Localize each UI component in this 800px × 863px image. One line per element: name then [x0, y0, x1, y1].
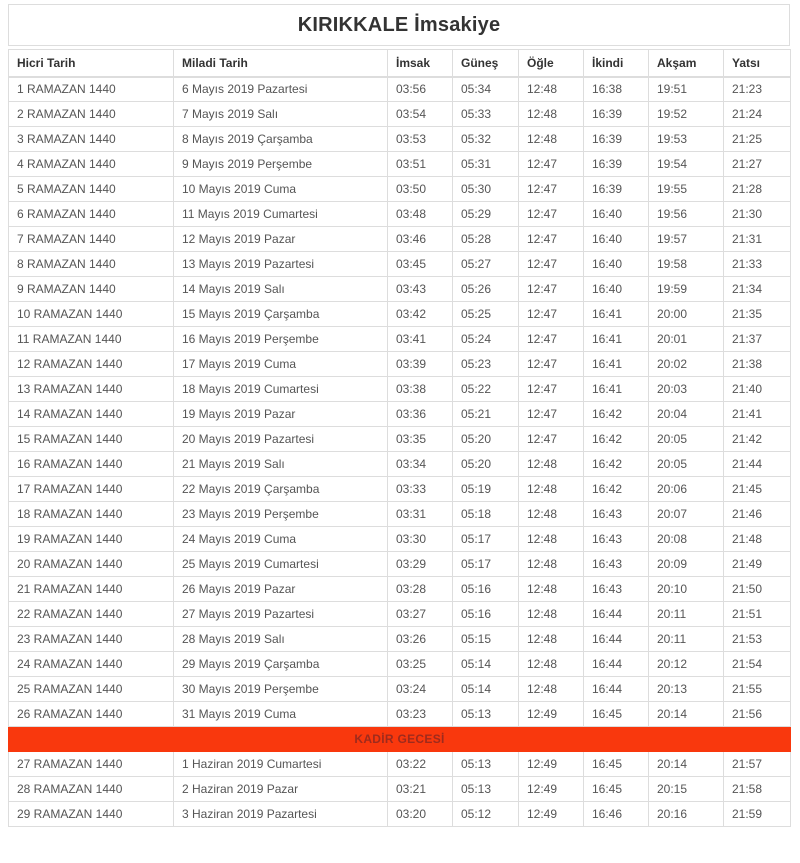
table-row [9, 577, 791, 602]
imsak-cell: 03:39 [388, 352, 453, 377]
ogle-cell: 12:49 [519, 777, 584, 802]
gunes-cell: 05:29 [453, 202, 519, 227]
col-header-gunes: Güneş [453, 50, 519, 77]
ikindi-cell: 16:42 [584, 402, 649, 427]
miladi-tarih-cell: 9 Mayıs 2019 Perşembe [174, 152, 388, 177]
table-row [9, 477, 791, 502]
header-row [9, 50, 791, 77]
hicri-tarih-cell: 27 RAMAZAN 1440 [9, 752, 174, 777]
imsak-cell: 03:51 [388, 152, 453, 177]
table-row [9, 352, 791, 377]
ikindi-cell: 16:42 [584, 427, 649, 452]
table-row [9, 702, 791, 727]
ogle-cell: 12:47 [519, 427, 584, 452]
yatsi-cell: 21:56 [724, 702, 791, 727]
gunes-cell: 05:14 [453, 652, 519, 677]
ikindi-cell: 16:43 [584, 527, 649, 552]
table-row [9, 102, 791, 127]
miladi-tarih-cell: 10 Mayıs 2019 Cuma [174, 177, 388, 202]
ogle-cell: 12:48 [519, 577, 584, 602]
yatsi-cell: 21:40 [724, 377, 791, 402]
hicri-tarih-cell: 17 RAMAZAN 1440 [9, 477, 174, 502]
ikindi-cell: 16:41 [584, 377, 649, 402]
gunes-cell: 05:22 [453, 377, 519, 402]
aksam-cell: 20:14 [649, 752, 724, 777]
table-row [9, 652, 791, 677]
ikindi-cell: 16:41 [584, 352, 649, 377]
imsak-cell: 03:54 [388, 102, 453, 127]
yatsi-cell: 21:27 [724, 152, 791, 177]
aksam-cell: 20:00 [649, 302, 724, 327]
hicri-tarih-cell: 6 RAMAZAN 1440 [9, 202, 174, 227]
hicri-tarih-cell: 9 RAMAZAN 1440 [9, 277, 174, 302]
imsak-cell: 03:56 [388, 77, 453, 102]
imsak-cell: 03:38 [388, 377, 453, 402]
aksam-cell: 20:14 [649, 702, 724, 727]
aksam-cell: 20:04 [649, 402, 724, 427]
hicri-tarih-cell: 19 RAMAZAN 1440 [9, 527, 174, 552]
table-row [9, 452, 791, 477]
ogle-cell: 12:47 [519, 277, 584, 302]
hicri-tarih-cell: 3 RAMAZAN 1440 [9, 127, 174, 152]
miladi-tarih-cell: 8 Mayıs 2019 Çarşamba [174, 127, 388, 152]
yatsi-cell: 21:49 [724, 552, 791, 577]
yatsi-cell: 21:57 [724, 752, 791, 777]
imsak-cell: 03:23 [388, 702, 453, 727]
aksam-cell: 19:57 [649, 227, 724, 252]
miladi-tarih-cell: 2 Haziran 2019 Pazar [174, 777, 388, 802]
gunes-cell: 05:30 [453, 177, 519, 202]
gunes-cell: 05:19 [453, 477, 519, 502]
gunes-cell: 05:33 [453, 102, 519, 127]
imsak-cell: 03:42 [388, 302, 453, 327]
gunes-cell: 05:13 [453, 777, 519, 802]
ikindi-cell: 16:40 [584, 252, 649, 277]
hicri-tarih-cell: 16 RAMAZAN 1440 [9, 452, 174, 477]
aksam-cell: 19:54 [649, 152, 724, 177]
table-row [9, 202, 791, 227]
table-row [9, 552, 791, 577]
hicri-tarih-cell: 15 RAMAZAN 1440 [9, 427, 174, 452]
yatsi-cell: 21:50 [724, 577, 791, 602]
yatsi-cell: 21:33 [724, 252, 791, 277]
miladi-tarih-cell: 12 Mayıs 2019 Pazar [174, 227, 388, 252]
aksam-cell: 20:16 [649, 802, 724, 827]
yatsi-cell: 21:59 [724, 802, 791, 827]
col-header-aksam: Akşam [649, 50, 724, 77]
ogle-cell: 12:47 [519, 327, 584, 352]
ogle-cell: 12:49 [519, 752, 584, 777]
aksam-cell: 20:13 [649, 677, 724, 702]
gunes-cell: 05:34 [453, 77, 519, 102]
table-row [9, 752, 791, 777]
ogle-cell: 12:48 [519, 77, 584, 102]
miladi-tarih-cell: 3 Haziran 2019 Pazartesi [174, 802, 388, 827]
col-header-ikindi: İkindi [584, 50, 649, 77]
aksam-cell: 20:02 [649, 352, 724, 377]
yatsi-cell: 21:41 [724, 402, 791, 427]
hicri-tarih-cell: 22 RAMAZAN 1440 [9, 602, 174, 627]
gunes-cell: 05:12 [453, 802, 519, 827]
miladi-tarih-cell: 21 Mayıs 2019 Salı [174, 452, 388, 477]
gunes-cell: 05:27 [453, 252, 519, 277]
ogle-cell: 12:47 [519, 202, 584, 227]
ogle-cell: 12:48 [519, 527, 584, 552]
yatsi-cell: 21:54 [724, 652, 791, 677]
hicri-tarih-cell: 25 RAMAZAN 1440 [9, 677, 174, 702]
ikindi-cell: 16:39 [584, 127, 649, 152]
imsak-cell: 03:27 [388, 602, 453, 627]
ogle-cell: 12:47 [519, 152, 584, 177]
yatsi-cell: 21:23 [724, 77, 791, 102]
ogle-cell: 12:47 [519, 352, 584, 377]
miladi-tarih-cell: 16 Mayıs 2019 Perşembe [174, 327, 388, 352]
aksam-cell: 20:11 [649, 602, 724, 627]
ikindi-cell: 16:43 [584, 552, 649, 577]
aksam-cell: 20:11 [649, 627, 724, 652]
ogle-cell: 12:47 [519, 302, 584, 327]
ogle-cell: 12:47 [519, 227, 584, 252]
ikindi-cell: 16:40 [584, 277, 649, 302]
table-row [9, 527, 791, 552]
yatsi-cell: 21:44 [724, 452, 791, 477]
gunes-cell: 05:18 [453, 502, 519, 527]
imsak-cell: 03:34 [388, 452, 453, 477]
gunes-cell: 05:20 [453, 452, 519, 477]
table-row [9, 677, 791, 702]
ikindi-cell: 16:44 [584, 627, 649, 652]
aksam-cell: 20:01 [649, 327, 724, 352]
gunes-cell: 05:14 [453, 677, 519, 702]
ikindi-cell: 16:41 [584, 302, 649, 327]
ogle-cell: 12:49 [519, 702, 584, 727]
ikindi-cell: 16:43 [584, 502, 649, 527]
ikindi-cell: 16:43 [584, 577, 649, 602]
ogle-cell: 12:48 [519, 102, 584, 127]
page-title-box [8, 4, 790, 46]
yatsi-cell: 21:24 [724, 102, 791, 127]
gunes-cell: 05:23 [453, 352, 519, 377]
gunes-cell: 05:16 [453, 577, 519, 602]
col-header-yatsi: Yatsı [724, 50, 791, 77]
imsak-cell: 03:48 [388, 202, 453, 227]
aksam-cell: 20:03 [649, 377, 724, 402]
table-row [9, 227, 791, 252]
ogle-cell: 12:47 [519, 177, 584, 202]
hicri-tarih-cell: 21 RAMAZAN 1440 [9, 577, 174, 602]
imsakiye-table [8, 49, 791, 827]
hicri-tarih-cell: 5 RAMAZAN 1440 [9, 177, 174, 202]
hicri-tarih-cell: 23 RAMAZAN 1440 [9, 627, 174, 652]
yatsi-cell: 21:34 [724, 277, 791, 302]
table-row [9, 402, 791, 427]
imsak-cell: 03:43 [388, 277, 453, 302]
aksam-cell: 19:56 [649, 202, 724, 227]
gunes-cell: 05:17 [453, 527, 519, 552]
table-row [9, 427, 791, 452]
hicri-tarih-cell: 1 RAMAZAN 1440 [9, 77, 174, 102]
ogle-cell: 12:48 [519, 477, 584, 502]
table-row [9, 777, 791, 802]
miladi-tarih-cell: 18 Mayıs 2019 Cumartesi [174, 377, 388, 402]
miladi-tarih-cell: 15 Mayıs 2019 Çarşamba [174, 302, 388, 327]
yatsi-cell: 21:46 [724, 502, 791, 527]
aksam-cell: 20:05 [649, 427, 724, 452]
yatsi-cell: 21:35 [724, 302, 791, 327]
miladi-tarih-cell: 11 Mayıs 2019 Cumartesi [174, 202, 388, 227]
table-row [9, 802, 791, 827]
ogle-cell: 12:48 [519, 602, 584, 627]
aksam-cell: 20:12 [649, 652, 724, 677]
imsak-cell: 03:26 [388, 627, 453, 652]
imsak-cell: 03:46 [388, 227, 453, 252]
hicri-tarih-cell: 14 RAMAZAN 1440 [9, 402, 174, 427]
aksam-cell: 19:52 [649, 102, 724, 127]
yatsi-cell: 21:37 [724, 327, 791, 352]
table-row [9, 302, 791, 327]
ikindi-cell: 16:45 [584, 752, 649, 777]
gunes-cell: 05:25 [453, 302, 519, 327]
miladi-tarih-cell: 13 Mayıs 2019 Pazartesi [174, 252, 388, 277]
imsak-cell: 03:20 [388, 802, 453, 827]
miladi-tarih-cell: 19 Mayıs 2019 Pazar [174, 402, 388, 427]
hicri-tarih-cell: 20 RAMAZAN 1440 [9, 552, 174, 577]
ikindi-cell: 16:39 [584, 177, 649, 202]
imsak-cell: 03:29 [388, 552, 453, 577]
gunes-cell: 05:32 [453, 127, 519, 152]
ikindi-cell: 16:44 [584, 602, 649, 627]
gunes-cell: 05:24 [453, 327, 519, 352]
yatsi-cell: 21:48 [724, 527, 791, 552]
ogle-cell: 12:48 [519, 452, 584, 477]
ikindi-cell: 16:40 [584, 202, 649, 227]
col-header-hicri-tarih: Hicri Tarih [9, 50, 174, 77]
gunes-cell: 05:28 [453, 227, 519, 252]
ikindi-cell: 16:45 [584, 702, 649, 727]
hicri-tarih-cell: 29 RAMAZAN 1440 [9, 802, 174, 827]
ikindi-cell: 16:38 [584, 77, 649, 102]
aksam-cell: 20:10 [649, 577, 724, 602]
miladi-tarih-cell: 6 Mayıs 2019 Pazartesi [174, 77, 388, 102]
aksam-cell: 19:59 [649, 277, 724, 302]
table-row [9, 502, 791, 527]
kadir-gecesi-banner-row [9, 727, 791, 752]
imsak-cell: 03:41 [388, 327, 453, 352]
aksam-cell: 20:07 [649, 502, 724, 527]
hicri-tarih-cell: 24 RAMAZAN 1440 [9, 652, 174, 677]
hicri-tarih-cell: 2 RAMAZAN 1440 [9, 102, 174, 127]
yatsi-cell: 21:53 [724, 627, 791, 652]
table-row [9, 377, 791, 402]
miladi-tarih-cell: 27 Mayıs 2019 Pazartesi [174, 602, 388, 627]
imsak-cell: 03:50 [388, 177, 453, 202]
ikindi-cell: 16:42 [584, 477, 649, 502]
aksam-cell: 19:51 [649, 77, 724, 102]
table-row [9, 127, 791, 152]
table-row [9, 602, 791, 627]
ogle-cell: 12:48 [519, 127, 584, 152]
imsak-cell: 03:30 [388, 527, 453, 552]
hicri-tarih-cell: 28 RAMAZAN 1440 [9, 777, 174, 802]
ikindi-cell: 16:45 [584, 777, 649, 802]
gunes-cell: 05:21 [453, 402, 519, 427]
yatsi-cell: 21:55 [724, 677, 791, 702]
miladi-tarih-cell: 14 Mayıs 2019 Salı [174, 277, 388, 302]
miladi-tarih-cell: 25 Mayıs 2019 Cumartesi [174, 552, 388, 577]
gunes-cell: 05:16 [453, 602, 519, 627]
imsak-cell: 03:33 [388, 477, 453, 502]
ogle-cell: 12:47 [519, 402, 584, 427]
miladi-tarih-cell: 7 Mayıs 2019 Salı [174, 102, 388, 127]
miladi-tarih-cell: 17 Mayıs 2019 Cuma [174, 352, 388, 377]
col-header-ogle: Öğle [519, 50, 584, 77]
ogle-cell: 12:48 [519, 677, 584, 702]
ikindi-cell: 16:44 [584, 677, 649, 702]
miladi-tarih-cell: 28 Mayıs 2019 Salı [174, 627, 388, 652]
gunes-cell: 05:26 [453, 277, 519, 302]
hicri-tarih-cell: 4 RAMAZAN 1440 [9, 152, 174, 177]
yatsi-cell: 21:42 [724, 427, 791, 452]
gunes-cell: 05:13 [453, 702, 519, 727]
aksam-cell: 20:08 [649, 527, 724, 552]
yatsi-cell: 21:25 [724, 127, 791, 152]
aksam-cell: 20:06 [649, 477, 724, 502]
miladi-tarih-cell: 1 Haziran 2019 Cumartesi [174, 752, 388, 777]
gunes-cell: 05:20 [453, 427, 519, 452]
hicri-tarih-cell: 13 RAMAZAN 1440 [9, 377, 174, 402]
ogle-cell: 12:48 [519, 502, 584, 527]
table-row [9, 627, 791, 652]
table-row [9, 277, 791, 302]
col-header-miladi-tarih: Miladi Tarih [174, 50, 388, 77]
imsak-cell: 03:45 [388, 252, 453, 277]
imsak-cell: 03:28 [388, 577, 453, 602]
hicri-tarih-cell: 12 RAMAZAN 1440 [9, 352, 174, 377]
miladi-tarih-cell: 26 Mayıs 2019 Pazar [174, 577, 388, 602]
table-row [9, 327, 791, 352]
hicri-tarih-cell: 18 RAMAZAN 1440 [9, 502, 174, 527]
table-row [9, 177, 791, 202]
kadir-gecesi-banner: KADİR GECESİ [9, 727, 791, 752]
ikindi-cell: 16:39 [584, 152, 649, 177]
yatsi-cell: 21:45 [724, 477, 791, 502]
ikindi-cell: 16:44 [584, 652, 649, 677]
ikindi-cell: 16:46 [584, 802, 649, 827]
ogle-cell: 12:48 [519, 627, 584, 652]
hicri-tarih-cell: 11 RAMAZAN 1440 [9, 327, 174, 352]
hicri-tarih-cell: 10 RAMAZAN 1440 [9, 302, 174, 327]
yatsi-cell: 21:58 [724, 777, 791, 802]
hicri-tarih-cell: 8 RAMAZAN 1440 [9, 252, 174, 277]
ikindi-cell: 16:40 [584, 227, 649, 252]
aksam-cell: 19:53 [649, 127, 724, 152]
miladi-tarih-cell: 30 Mayıs 2019 Perşembe [174, 677, 388, 702]
table-row [9, 152, 791, 177]
ogle-cell: 12:47 [519, 252, 584, 277]
aksam-cell: 20:05 [649, 452, 724, 477]
ogle-cell: 12:48 [519, 652, 584, 677]
miladi-tarih-cell: 31 Mayıs 2019 Cuma [174, 702, 388, 727]
ikindi-cell: 16:42 [584, 452, 649, 477]
miladi-tarih-cell: 29 Mayıs 2019 Çarşamba [174, 652, 388, 677]
table-row [9, 252, 791, 277]
yatsi-cell: 21:30 [724, 202, 791, 227]
aksam-cell: 19:55 [649, 177, 724, 202]
imsak-cell: 03:31 [388, 502, 453, 527]
imsak-cell: 03:35 [388, 427, 453, 452]
aksam-cell: 20:09 [649, 552, 724, 577]
gunes-cell: 05:13 [453, 752, 519, 777]
ikindi-cell: 16:41 [584, 327, 649, 352]
gunes-cell: 05:15 [453, 627, 519, 652]
miladi-tarih-cell: 24 Mayıs 2019 Cuma [174, 527, 388, 552]
aksam-cell: 19:58 [649, 252, 724, 277]
imsak-cell: 03:22 [388, 752, 453, 777]
gunes-cell: 05:31 [453, 152, 519, 177]
gunes-cell: 05:17 [453, 552, 519, 577]
imsak-cell: 03:25 [388, 652, 453, 677]
yatsi-cell: 21:28 [724, 177, 791, 202]
col-header-imsak: İmsak [388, 50, 453, 77]
miladi-tarih-cell: 20 Mayıs 2019 Pazartesi [174, 427, 388, 452]
ikindi-cell: 16:39 [584, 102, 649, 127]
yatsi-cell: 21:38 [724, 352, 791, 377]
imsak-cell: 03:24 [388, 677, 453, 702]
imsak-cell: 03:53 [388, 127, 453, 152]
ogle-cell: 12:49 [519, 802, 584, 827]
miladi-tarih-cell: 22 Mayıs 2019 Çarşamba [174, 477, 388, 502]
table-row [9, 77, 791, 102]
ogle-cell: 12:48 [519, 552, 584, 577]
yatsi-cell: 21:51 [724, 602, 791, 627]
imsak-cell: 03:36 [388, 402, 453, 427]
hicri-tarih-cell: 26 RAMAZAN 1440 [9, 702, 174, 727]
page-title: KIRIKKALE İmsakiye [297, 13, 501, 36]
hicri-tarih-cell: 7 RAMAZAN 1440 [9, 227, 174, 252]
yatsi-cell: 21:31 [724, 227, 791, 252]
imsak-cell: 03:21 [388, 777, 453, 802]
miladi-tarih-cell: 23 Mayıs 2019 Perşembe [174, 502, 388, 527]
aksam-cell: 20:15 [649, 777, 724, 802]
ogle-cell: 12:47 [519, 377, 584, 402]
